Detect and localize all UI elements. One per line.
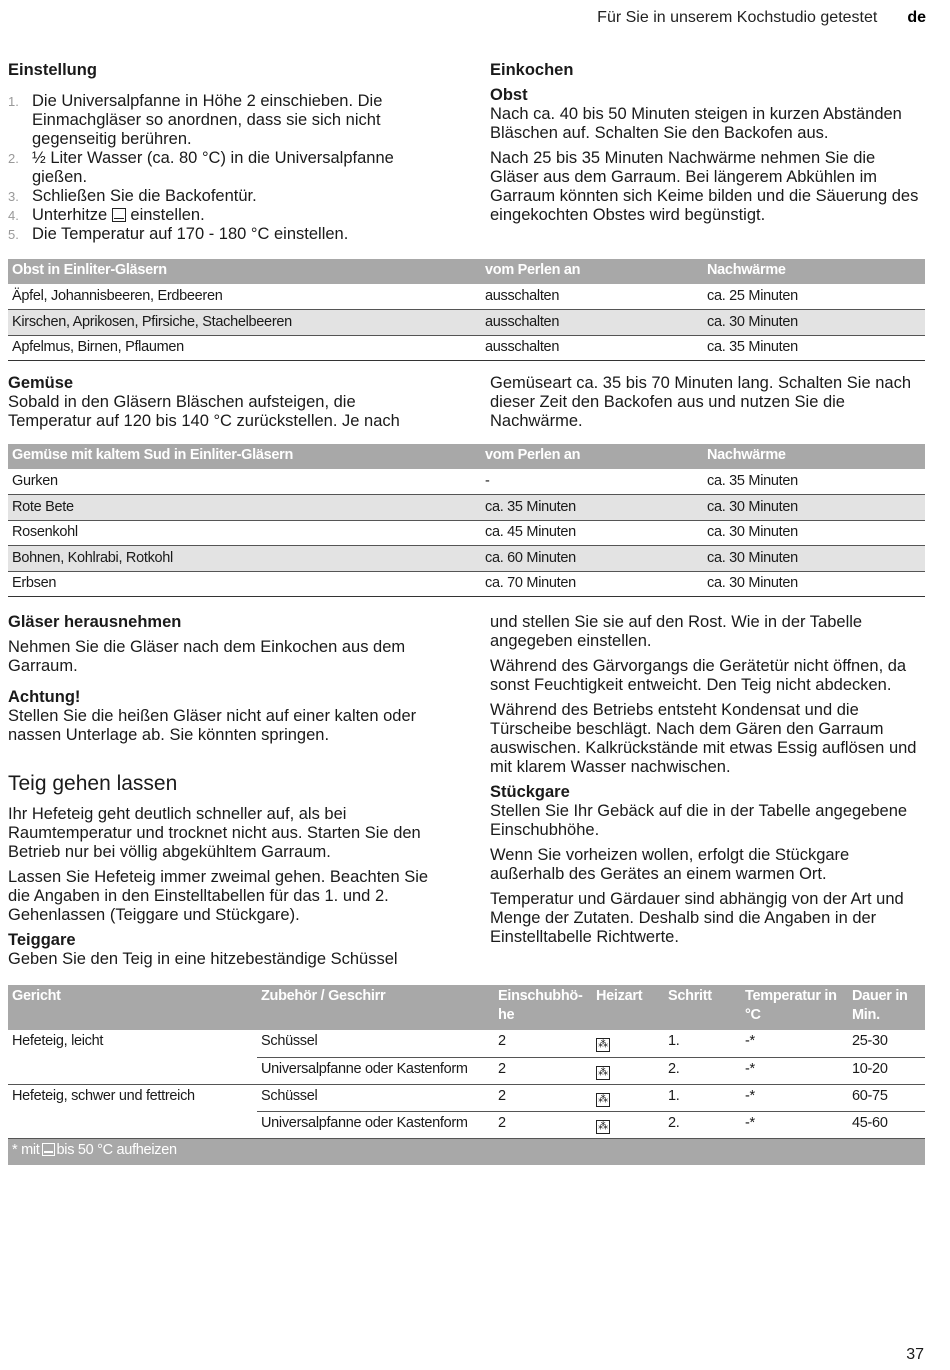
teig-table (8, 985, 925, 1165)
table-row: Universalpfanne oder Kastenform 2 ⁂ 2. -* 10-20 (8, 1057, 925, 1084)
table-header-cell: vom Perlen an (481, 259, 703, 284)
table-row: Bohnen, Kohlrabi, Rotkohl ca. 60 Minuten ca. 30 Minuten (8, 546, 925, 572)
table-header-cell: Nachwärme (703, 259, 925, 284)
einstellung-section (8, 61, 443, 244)
stueckgare-paragraph: Temperatur und Gärdauer sind abhängig von der Art und Menge der Zutaten. Deshalb sind die Angaben in der Einstelltabelle Richtwerte. (490, 890, 904, 946)
step-item: 4. Unterhitze einstellen. (8, 206, 205, 224)
page-number: 37 (906, 1346, 924, 1363)
table-row: Rosenkohl ca. 45 Minuten ca. 30 Minuten (8, 520, 925, 546)
einkochen-section (490, 61, 925, 225)
table-row: Gurken - ca. 35 Minuten (8, 469, 925, 495)
right-column-lower (490, 613, 925, 947)
einstellung-heading: Einstellung (8, 61, 97, 79)
achtung-paragraph: Stellen Sie die heißen Gläser nicht auf einer kalten oder nassen Unterlage ab. Sie könnten springen. (8, 707, 417, 744)
right-paragraph: und stellen Sie sie auf den Rost. Wie in der Tabelle angegeben einstellen. (490, 613, 863, 650)
table-row: Universalpfanne oder Kastenform 2 ⁂ 2. -* 45-60 (8, 1111, 925, 1138)
table-row: Rote Bete ca. 35 Minuten ca. 30 Minuten (8, 495, 925, 521)
dough-proof-icon: ⁂ (596, 1120, 610, 1134)
table-header-cell: Gemüse mit kaltem Sud in Einliter-Gläsern (8, 444, 481, 469)
einkochen-paragraph: Nach 25 bis 35 Minuten Nachwärme nehmen Sie die Gläser aus dem Garraum. Bei längerem Abkühlen im Garraum könnten sich Keime bilden und die Säuerung des eingekochten Obstes wird begünstigt. (490, 149, 919, 224)
table-footnote-row (8, 1138, 925, 1165)
table-header-cell: Obst in Einliter-Gläsern (8, 259, 481, 284)
step-item: 5. Die Temperatur auf 170 - 180 °C einstellen. (8, 225, 349, 243)
table-header-cell: Heizart (592, 985, 664, 1030)
teiggare-paragraph: Geben Sie den Teig in eine hitzebeständige Schüssel (8, 950, 398, 968)
stueckgare-paragraph: Wenn Sie vorheizen wollen, erfolgt die Stückgare außerhalb des Gerätes an einem warmen Ort. (490, 846, 850, 883)
gemuese-section (8, 374, 443, 431)
achtung-heading: Achtung! (8, 688, 81, 706)
einkochen-heading: Einkochen (490, 61, 574, 79)
dough-proof-icon: ⁂ (596, 1038, 610, 1052)
table-header-cell: Zubehör / Geschirr (257, 985, 494, 1030)
table-header-cell: Dauer in Min. (848, 985, 925, 1030)
glaeser-heading: Gläser herausnehmen (8, 613, 182, 631)
table-row: Äpfel, Johannisbeeren, Erdbeeren ausschalten ca. 25 Minuten (8, 284, 925, 310)
right-paragraph: Während des Gärvorgangs die Gerätetür nicht öffnen, da sonst Feuchtigkeit entweicht. Den Teig nicht abdecken. (490, 657, 907, 694)
gemuese-paragraph: Gemüseart ca. 35 bis 70 Minuten lang. Schalten Sie nach dieser Zeit den Backofen aus und nutzen Sie die Nachwärme. (490, 374, 911, 430)
teiggare-heading: Teiggare (8, 931, 76, 949)
table-row: Erbsen ca. 70 Minuten ca. 30 Minuten (8, 571, 925, 597)
table-row: Apfelmus, Birnen, Pflaumen ausschalten ca. 35 Minuten (8, 335, 925, 361)
footnote-text: bis 50 °C aufheizen (56, 1141, 177, 1158)
table-header-cell: Temperatur in °C (741, 985, 848, 1030)
dough-proof-icon: ⁂ (596, 1066, 610, 1080)
steps-list (8, 92, 443, 244)
bottom-heat-icon (42, 1143, 55, 1156)
gemuese-section-right (490, 374, 925, 431)
footnote-text: * mit (12, 1141, 40, 1158)
einkochen-paragraph: Nach ca. 40 bis 50 Minuten steigen in kurzen Abständen Bläschen auf. Schalten Sie den Backofen aus. (490, 105, 902, 142)
table-header-cell: Gericht (8, 985, 257, 1030)
table-header-cell: Schritt (664, 985, 741, 1030)
teig-paragraph: Ihr Hefeteig geht deutlich schneller auf, als bei Raumtemperatur und trocknet nicht aus. Starten Sie den Betrieb nur bei völlig abgekühltem Garraum. (8, 805, 421, 861)
bottom-heat-icon (112, 208, 126, 222)
header-title: Für Sie in unserem Kochstudio getestet (597, 9, 878, 26)
step-item: 2. ½ Liter Wasser (ca. 80 °C) in die Universalpfanne gießen. (8, 149, 394, 186)
table-row: Kirschen, Aprikosen, Pfirsiche, Stachelbeeren ausschalten ca. 30 Minuten (8, 310, 925, 336)
dough-proof-icon: ⁂ (596, 1093, 610, 1107)
language-code: de (907, 9, 926, 26)
table-header-cell: Nachwärme (703, 444, 925, 469)
obst-table (8, 259, 925, 361)
table-header-cell: vom Perlen an (481, 444, 703, 469)
gemuese-table (8, 444, 925, 597)
right-paragraph: Während des Betriebs entsteht Kondensat und die Türscheibe beschlägt. Nach dem Gären den Garraum auswischen. Kalkrückstände mit etwas Essig auflösen und mit klarem Wasser nachwischen. (490, 701, 917, 776)
stueckgare-heading: Stückgare (490, 783, 570, 801)
teig-paragraph: Lassen Sie Hefeteig immer zweimal gehen. Beachten Sie die Angaben in den Einstelltabellen für das 1. und 2. Gehenlassen (Teiggare und Stückgare). (8, 868, 429, 924)
step-item: 1. Die Universalpfanne in Höhe 2 einschieben. Die Einmachgläser so anordnen, dass sie sich nicht gegenseitig berühren. (8, 92, 383, 148)
step-item: 3. Schließen Sie die Backofentür. (8, 187, 257, 205)
teig-heading: Teig gehen lassen (8, 772, 178, 795)
stueckgare-paragraph: Stellen Sie Ihr Gebäck auf die in der Tabelle angegebene Einschubhöhe. (490, 802, 908, 839)
table-header-cell: Einschubhö-he (494, 985, 592, 1030)
glaeser-section (8, 613, 443, 969)
glaeser-paragraph: Nehmen Sie die Gläser nach dem Einkochen aus dem Garraum. (8, 638, 406, 675)
obst-subheading: Obst (490, 86, 528, 104)
gemuese-paragraph: Sobald in den Gläsern Bläschen aufsteigen, die Temperatur auf 120 bis 140 °C zurückstellen. Je nach (8, 393, 400, 430)
page-header (597, 8, 926, 27)
table-row: Hefeteig, leicht Schüssel 2 ⁂ 1. -* 25-30 (8, 1030, 925, 1057)
table-row: Hefeteig, schwer und fettreich Schüssel 2 ⁂ 1. -* 60-75 (8, 1084, 925, 1111)
gemuese-heading: Gemüse (8, 374, 74, 392)
